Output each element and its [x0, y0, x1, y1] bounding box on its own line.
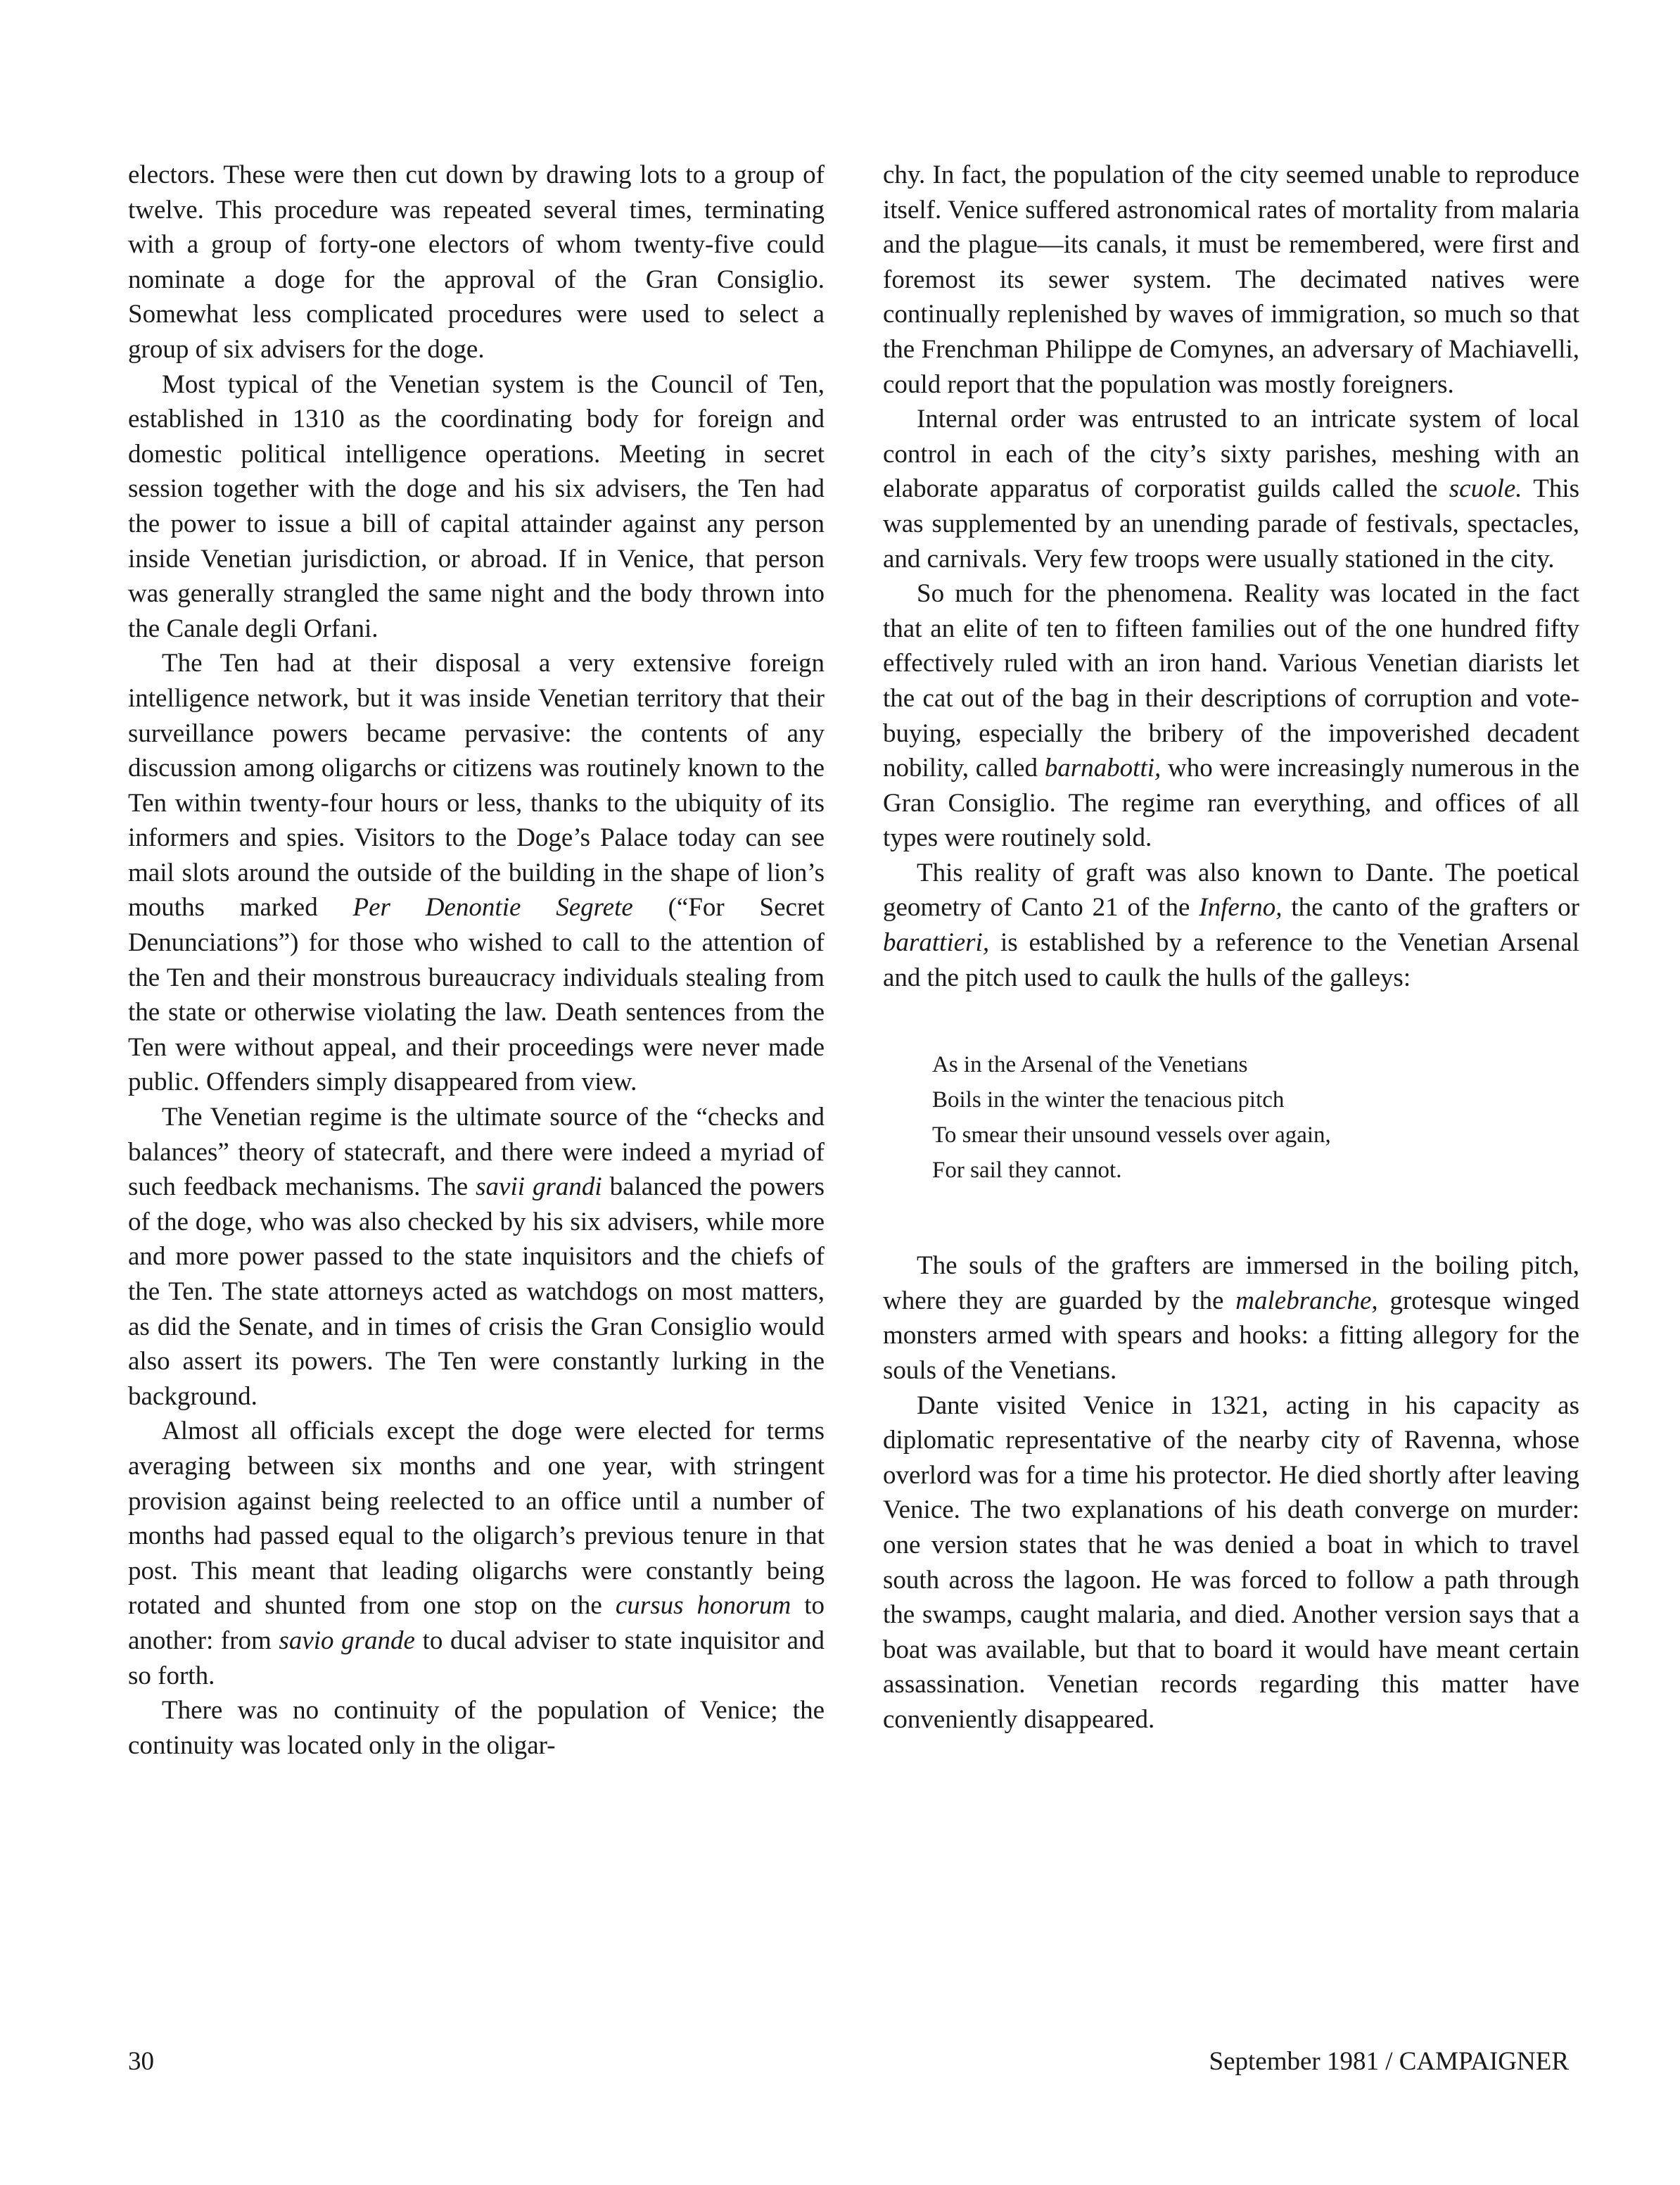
- body-paragraph: [128, 646, 825, 1100]
- text-run: the canto of the grafters or: [1282, 893, 1579, 923]
- right-column-upper-text: [883, 158, 1579, 995]
- poem-line: As in the Arsenal of the Venetians: [932, 1052, 1248, 1078]
- text-run: is established by a reference to the Venetian Arsenal and the pitch used to caulk the hulls of the galleys:: [883, 928, 1579, 992]
- text-run: So much for the phenomena. Reality was located in the fact that an elite of ten to fifteen families out of the one hundred fifty effectively ruled with an iron hand. Various Venetian diarists let the cat out of the bag in their descriptions of corruption and vote-buying, especially the bribery of the impoverished decadent nobility, called: [883, 579, 1579, 783]
- text-run: The Venetian regime is the ultimate source of the “checks and balances” theory of statecraft, and there were indeed a myriad of such feedback mechanisms. The: [128, 1103, 825, 1202]
- text-run: This was supplemented by an unending parade of festivals, spectacles, and carnivals. Very few troops were usually stationed in the city.: [883, 474, 1579, 574]
- text-run: Almost all officials except the doge were elected for terms averaging between six months and one year, with stringent provision against being reelected to an office until a number of months had passed equal to the oligarch’s previous tenure in that post. This meant that leading oligarchs were constantly being rotated and shunted from one stop on the: [128, 1417, 825, 1621]
- text-run: Dante visited Venice in 1321, acting in his capacity as diplomatic representative of the nearby city of Ravenna, whose overlord was for a time his protector. He died shortly after leaving Venice. The two explanations of his death converge on murder: one version states that he was denied a boat in which to travel south across the lagoon. He was forced to follow a path through the swamps, caught malaria, and died. Another version says that a boat was available, but that to board it would have meant certain assassination. Venetian records regarding this matter have conveniently disappeared.: [883, 1391, 1579, 1734]
- text-run: to another: from: [128, 1591, 825, 1655]
- text-run: to ducal adviser to state inquisitor and so forth.: [128, 1626, 825, 1690]
- body-paragraph: [883, 158, 1579, 402]
- text-run: The Ten had at their disposal a very extensive foreign intelligence network, but it was inside Venetian territory that their surveillance powers became pervasive: the contents of any discussion among oligarchs or citizens was routinely known to the Ten within twenty-four hours or less, thanks to the ubiquity of its informers and spies. Visitors to the Doge’s Palace today can see mail slots around the outside of the building in the shape of lion’s mouths marked: [128, 649, 825, 923]
- italic-term: savio grande: [279, 1626, 415, 1655]
- text-run: Most typical of the Venetian system is the Council of Ten, established in 1310 as the coordinating body for foreign and domestic political intelligence operations. Meeting in secret session together with the doge and his six advisers, the Ten had the power to issue a bill of capital attainder against any person inside Venetian jurisdiction, or abroad. If in Venice, that person was generally strangled the same night and the body thrown into the Canale degli Orfani.: [128, 369, 825, 643]
- issue-line: September 1981 / CAMPAIGNER: [1209, 2047, 1569, 2076]
- right-column: [883, 158, 1579, 1737]
- body-paragraph: [883, 1388, 1579, 1737]
- body-paragraph: [128, 158, 825, 367]
- italic-term: barattieri,: [883, 928, 990, 958]
- text-run: There was no continuity of the population of Venice; the continuity was located only in the oligar-: [128, 1696, 825, 1760]
- italic-term: barnabotti,: [1044, 754, 1162, 783]
- italic-term: savii grandi: [476, 1172, 602, 1202]
- poem-line: Boils in the winter the tenacious pitch: [932, 1087, 1285, 1113]
- text-run: The souls of the grafters are immersed in the boiling pitch, where they are guarded by the: [883, 1251, 1579, 1315]
- italic-term: Per Denontie Segrete: [352, 893, 633, 923]
- italic-term: cursus honorum: [615, 1591, 791, 1621]
- body-paragraph: [883, 402, 1579, 576]
- italic-term: malebranche,: [1235, 1286, 1378, 1315]
- page-number: 30: [128, 2047, 154, 2076]
- text-run: (“For Secret Denunciations”) for those who wished to call to the attention of the Ten and their monstrous bureaucracy individuals stealing from the state or otherwise violating the law. Death sentences from the Ten were without appeal, and their proceedings were never made public. Offenders simply disappeared from view.: [128, 893, 825, 1097]
- text-run: grotesque winged monsters armed with spears and hooks: a fitting allegory for the souls of the Venetians.: [883, 1286, 1579, 1386]
- text-run: chy. In fact, the population of the city seemed unable to reproduce itself. Venice suffered astronomical rates of mortality from malaria and the plague—its canals, it must be remembered, were first and foremost its sewer system. The decimated natives were continually replenished by waves of immigration, so much so that the Frenchman Philippe de Comynes, an adversary of Machiavelli, could report that the population was mostly foreigners.: [883, 160, 1579, 399]
- italic-term: scuole.: [1449, 474, 1522, 504]
- left-column: [128, 158, 825, 1763]
- italic-term: Inferno,: [1199, 893, 1283, 923]
- inferno-quotation: [932, 1047, 1579, 1188]
- text-run: balanced the powers of the doge, who was also checked by his six advisers, while more and more power passed to the state inquisitors and the chiefs of the Ten. The state attorneys acted as watchdogs on most matters, as did the Senate, and in times of crisis the Gran Consiglio would also assert its powers. The Ten were constantly lurking in the background.: [128, 1172, 825, 1411]
- poem-line: For sail they cannot.: [932, 1158, 1122, 1184]
- right-column-lower-text: [883, 1248, 1579, 1737]
- text-run: Internal order was entrusted to an intricate system of local control in each of the city’s sixty parishes, meshing with an elaborate apparatus of corporatist guilds called the: [883, 405, 1579, 504]
- body-paragraph: [128, 1693, 825, 1763]
- text-run: electors. These were then cut down by drawing lots to a group of twelve. This procedure was repeated several times, terminating with a group of forty-one electors of whom twenty-five could nominate a doge for the approval of the Gran Consiglio. Somewhat less complicated procedures were used to select a group of six advisers for the doge.: [128, 160, 825, 364]
- body-paragraph: [128, 1100, 825, 1414]
- text-run: who were increasingly numerous in the Gran Consiglio. The regime ran everything, and offices of all types were routinely sold.: [883, 754, 1579, 853]
- poem-line: To smear their unsound vessels over again,: [932, 1122, 1331, 1148]
- body-paragraph: [883, 856, 1579, 995]
- body-paragraph: [883, 576, 1579, 856]
- text-run: This reality of graft was also known to Dante. The poetical geometry of Canto 21 of the: [883, 858, 1579, 923]
- body-paragraph: [128, 1414, 825, 1693]
- body-paragraph: [883, 1248, 1579, 1388]
- body-paragraph: [128, 367, 825, 647]
